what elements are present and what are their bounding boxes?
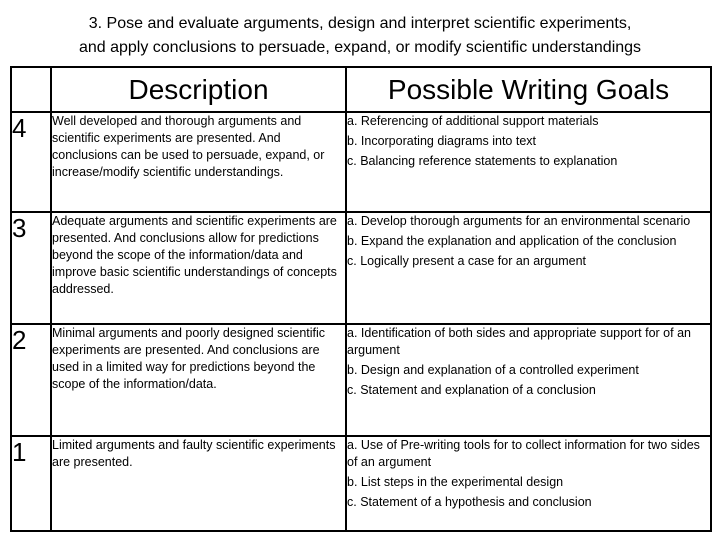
table-header-row xyxy=(11,67,711,112)
table-row xyxy=(11,112,711,212)
goal-item: c. Statement and explanation of a conclusion xyxy=(347,383,596,397)
header-writing-goals: Possible Writing Goals xyxy=(346,67,711,112)
goal-item: b. Expand the explanation and application of the conclusion xyxy=(347,234,677,248)
page-title xyxy=(0,12,720,60)
goal-item: b. List steps in the experimental design xyxy=(347,475,564,489)
score-cell: 3 xyxy=(11,212,51,324)
goal-item: a. Identification of both sides and appropriate support for of an argument xyxy=(347,326,691,357)
table-row xyxy=(11,324,711,436)
header-score xyxy=(11,67,51,112)
goals-cell xyxy=(346,324,711,436)
goal-item: c. Statement of a hypothesis and conclusion xyxy=(347,495,592,509)
title-line-2: and apply conclusions to persuade, expand, or modify scientific understandings xyxy=(78,39,642,56)
rubric-table xyxy=(10,66,712,532)
goals-cell xyxy=(346,212,711,324)
description-cell: Minimal arguments and poorly designed scientific experiments are presented. And conclusions are used in a limited way for predictions beyond the scope of the information/data. xyxy=(51,324,346,436)
goal-item: b. Incorporating diagrams into text xyxy=(347,134,536,148)
goal-item: c. Balancing reference statements to explanation xyxy=(347,154,618,168)
description-cell: Well developed and thorough arguments and scientific experiments are presented. And conclusions can be used to persuade, expand, or increase/modify scientific understandings. xyxy=(51,112,346,212)
goal-item: c. Logically present a case for an argument xyxy=(347,254,587,268)
table-row xyxy=(11,436,711,531)
goals-cell xyxy=(346,436,711,531)
title-line-1: 3. Pose and evaluate arguments, design and interpret scientific experiments, xyxy=(88,15,632,32)
score-cell: 2 xyxy=(11,324,51,436)
description-cell: Limited arguments and faulty scientific experiments are presented. xyxy=(51,436,346,531)
score-cell: 1 xyxy=(11,436,51,531)
score-cell: 4 xyxy=(11,112,51,212)
goal-item: a. Referencing of additional support materials xyxy=(347,114,599,128)
description-cell: Adequate arguments and scientific experiments are presented. And conclusions allow for predictions beyond the scope of the information/data and improve basic scientific understandings of concepts addressed. xyxy=(51,212,346,324)
table-row xyxy=(11,212,711,324)
goals-cell xyxy=(346,112,711,212)
goal-item: a. Develop thorough arguments for an environmental scenario xyxy=(347,214,691,228)
goal-item: b. Design and explanation of a controlled experiment xyxy=(347,363,639,377)
goal-item: a. Use of Pre-writing tools for to collect information for two sides of an argument xyxy=(347,438,700,469)
header-description: Description xyxy=(51,67,346,112)
